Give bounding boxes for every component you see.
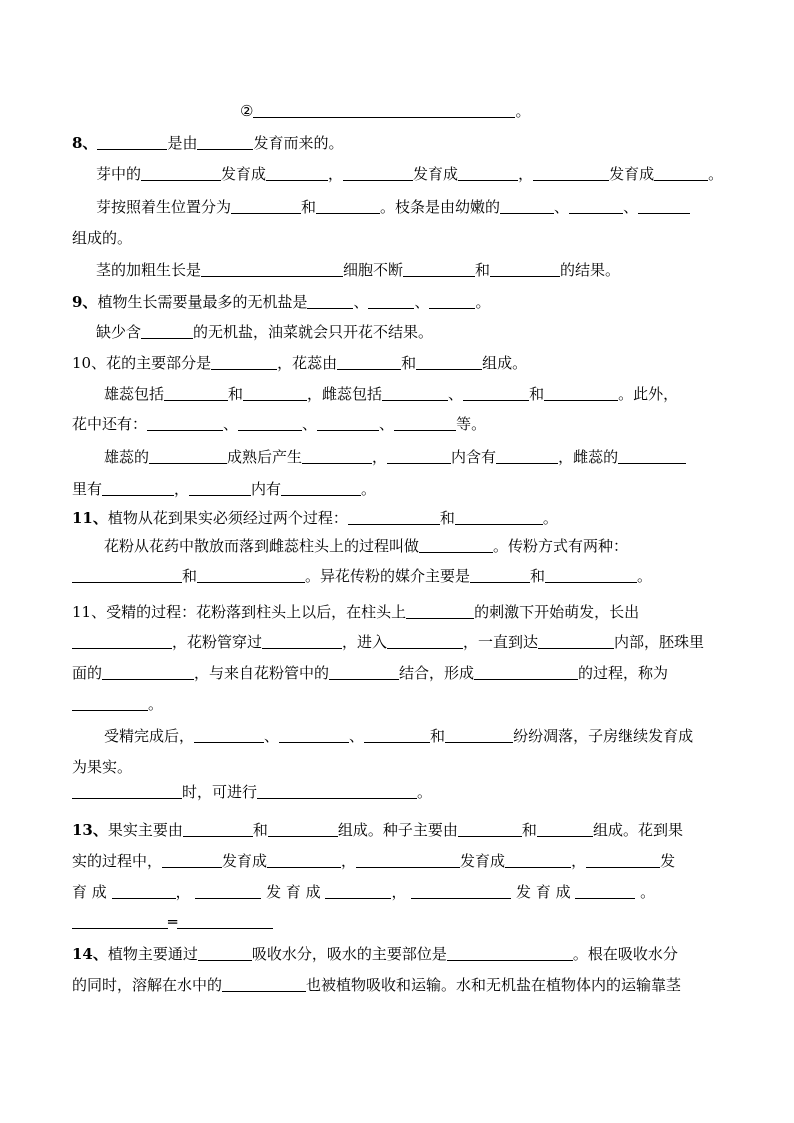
text: 。异花传粉的媒介主要是 <box>305 567 471 585</box>
answer-blank[interactable] <box>302 448 372 464</box>
text: 里有 <box>72 480 103 498</box>
text: ，雌蕊包括 <box>307 385 383 403</box>
question-number: 11、 <box>72 509 108 527</box>
text: 发育成 <box>413 165 459 183</box>
text: 。枝条是由幼嫩的 <box>380 198 501 216</box>
text: 茎的加粗生长是 <box>96 261 202 279</box>
question-number: 14、 <box>72 945 108 963</box>
answer-blank[interactable] <box>394 415 456 431</box>
text: ，与来自花粉管中的 <box>194 664 330 682</box>
question-9-line-1 <box>72 292 728 312</box>
text: 成熟后产生 <box>227 448 303 466</box>
question-number: 8、 <box>72 134 98 152</box>
text: 的结果。 <box>560 261 621 279</box>
text: 和 <box>430 727 446 745</box>
question-number: 13、 <box>72 821 108 839</box>
answer-blank[interactable] <box>194 727 264 743</box>
answer-blank[interactable] <box>72 913 168 929</box>
text: 实的过程中， <box>72 852 163 870</box>
answer-blank[interactable] <box>419 537 493 553</box>
question-11-line-3 <box>72 566 728 586</box>
answer-blank[interactable] <box>569 198 623 214</box>
line-01 <box>240 101 794 121</box>
answer-blank[interactable] <box>325 883 391 899</box>
text: 的同时，溶解在水中的 <box>72 976 223 994</box>
answer-blank[interactable] <box>445 727 513 743</box>
text: ， <box>571 852 587 870</box>
text: 细胞不断 <box>343 261 404 279</box>
answer-blank[interactable] <box>279 727 349 743</box>
text: 组成。种子主要由 <box>337 821 458 839</box>
answer-blank[interactable] <box>149 448 227 464</box>
answer-blank[interactable] <box>545 567 637 583</box>
answer-blank[interactable] <box>329 664 399 680</box>
question-11-line-2 <box>104 536 728 556</box>
text: 的无机盐，油菜就会只开花不结果。 <box>193 323 434 341</box>
text: 发育而来的。 <box>253 134 344 152</box>
text: 等。 <box>456 415 487 433</box>
answer-blank[interactable] <box>141 165 221 181</box>
answer-blank[interactable] <box>201 261 343 277</box>
question-11b-line-2 <box>72 632 728 652</box>
answer-blank[interactable] <box>474 664 578 680</box>
text: 和 <box>529 385 545 403</box>
text: 11、受精的过程：花粉落到柱头上以后，在柱头上 <box>72 603 407 621</box>
text: 发育成 <box>221 165 267 183</box>
answer-blank[interactable] <box>141 323 193 339</box>
answer-blank[interactable] <box>458 165 518 181</box>
question-13-line-2 <box>72 851 728 871</box>
text: 。 <box>637 567 653 585</box>
answer-blank[interactable] <box>72 633 172 649</box>
answer-blank[interactable] <box>243 385 307 401</box>
text: 。传粉方式有两种： <box>493 537 629 555</box>
text: 、 <box>448 385 464 403</box>
answer-blank[interactable] <box>197 567 305 583</box>
answer-blank[interactable] <box>500 198 554 214</box>
text: ，花粉管穿过 <box>172 633 263 651</box>
question-8-line-4 <box>72 228 728 248</box>
text: 也被植物吸收和运输。水和无机盐在植物体内的运输靠茎 <box>306 976 682 994</box>
text: 和 <box>228 385 244 403</box>
text: 内有 <box>251 480 282 498</box>
text: 发 育 成 <box>516 883 571 901</box>
answer-blank[interactable] <box>162 852 222 868</box>
answer-blank[interactable] <box>266 165 328 181</box>
answer-blank[interactable] <box>197 134 253 150</box>
answer-blank[interactable] <box>177 913 273 929</box>
question-11b-line-1 <box>72 602 728 622</box>
text: ，雌蕊的 <box>558 448 619 466</box>
answer-blank[interactable] <box>257 783 417 799</box>
text: 结合，形成 <box>399 664 475 682</box>
answer-blank[interactable] <box>533 165 609 181</box>
text: 和 <box>401 354 417 372</box>
answer-blank[interactable] <box>638 198 690 214</box>
answer-blank[interactable] <box>102 480 174 496</box>
text: 、 <box>223 415 239 433</box>
question-10-line-3 <box>72 414 728 434</box>
text: 面的 <box>72 664 103 682</box>
text: 。 <box>640 883 656 901</box>
text: ， <box>328 165 344 183</box>
text: 植物生长需要量最多的无机盐是 <box>97 293 308 311</box>
answer-blank[interactable] <box>382 385 448 401</box>
text: 、 <box>379 415 395 433</box>
text: 的刺激下开始萌发，长出 <box>474 603 640 621</box>
text: 。 <box>515 102 531 120</box>
answer-blank[interactable] <box>147 415 223 431</box>
question-10-line-1 <box>72 353 728 373</box>
answer-blank[interactable] <box>463 385 529 401</box>
question-8-line-2 <box>96 164 728 184</box>
answer-blank[interactable] <box>387 448 451 464</box>
text: 植物主要通过 <box>107 945 198 963</box>
text: 。 <box>148 695 164 713</box>
answer-blank[interactable] <box>337 354 401 370</box>
text: 发育成 <box>609 165 655 183</box>
text: 。 <box>475 293 491 311</box>
text: 和 <box>475 261 491 279</box>
text: ， <box>391 883 407 901</box>
text: 发育成 <box>460 852 506 870</box>
text: 植物从花到果实必须经过两个过程： <box>107 509 348 527</box>
answer-blank[interactable] <box>575 883 635 899</box>
question-11b-line-3 <box>72 663 728 683</box>
text: 内含有 <box>451 448 497 466</box>
question-10-line-2 <box>104 384 728 404</box>
text: 雄蕊的 <box>104 448 150 466</box>
answer-blank[interactable] <box>238 415 302 431</box>
text: 、 <box>554 198 570 216</box>
text: 花中还有： <box>72 415 148 433</box>
text: 内部，胚珠里 <box>614 633 705 651</box>
question-8-line-1 <box>72 133 728 153</box>
text: 为果实。 <box>72 758 133 776</box>
text: 、 <box>349 727 365 745</box>
text: ， <box>518 165 534 183</box>
answer-blank[interactable] <box>317 415 379 431</box>
answer-blank[interactable] <box>72 695 148 711</box>
answer-blank[interactable] <box>364 727 430 743</box>
text: 发 <box>660 852 676 870</box>
answer-blank[interactable] <box>231 198 301 214</box>
answer-blank[interactable] <box>618 448 686 464</box>
question-14-line-1 <box>72 944 728 964</box>
answer-blank[interactable] <box>253 102 515 118</box>
text: 、 <box>264 727 280 745</box>
answer-blank[interactable] <box>343 165 413 181</box>
text: 育 成 <box>72 883 107 901</box>
answer-blank[interactable] <box>72 567 182 583</box>
text: 时，可进行 <box>182 783 258 801</box>
answer-blank[interactable] <box>429 293 475 309</box>
answer-blank[interactable] <box>356 852 460 868</box>
text: 缺少含 <box>96 323 142 341</box>
circled-number: ② <box>240 102 254 120</box>
text: 和 <box>521 821 537 839</box>
text: ， <box>341 852 357 870</box>
text: 。 <box>708 165 724 183</box>
text: 。根在吸收水分 <box>572 945 678 963</box>
question-13-line-4 <box>72 912 728 932</box>
text: 组成。花到果 <box>592 821 683 839</box>
text: 。此外， <box>618 385 679 403</box>
text: 和 <box>530 567 546 585</box>
answer-blank[interactable] <box>72 783 182 799</box>
answer-blank[interactable] <box>387 633 463 649</box>
text: 发育成 <box>222 852 268 870</box>
answer-blank[interactable] <box>102 664 194 680</box>
answer-blank[interactable] <box>458 821 522 837</box>
text: 果实主要由 <box>107 821 183 839</box>
question-8-line-3 <box>96 197 728 217</box>
text: 芽按照着生位置分为 <box>96 198 232 216</box>
text: 是由 <box>167 134 198 152</box>
answer-blank[interactable] <box>97 134 167 150</box>
answer-blank[interactable] <box>406 603 474 619</box>
answer-blank[interactable] <box>537 821 593 837</box>
answer-blank[interactable] <box>490 261 560 277</box>
answer-blank[interactable] <box>222 976 306 992</box>
answer-blank[interactable] <box>654 165 708 181</box>
question-13-line-1 <box>72 820 728 840</box>
text: 和 <box>301 198 317 216</box>
answer-blank[interactable] <box>211 354 277 370</box>
text: 、 <box>414 293 430 311</box>
answer-blank[interactable] <box>112 883 176 899</box>
text: 的过程，称为 <box>578 664 669 682</box>
answer-blank[interactable] <box>267 852 341 868</box>
answer-blank[interactable] <box>538 633 614 649</box>
text: 组成的。 <box>72 229 133 247</box>
answer-blank[interactable] <box>368 293 414 309</box>
answer-blank[interactable] <box>164 385 228 401</box>
question-11-line-1 <box>72 508 728 528</box>
text: 10、花的主要部分是 <box>72 354 212 372</box>
answer-blank[interactable] <box>505 852 571 868</box>
text: ， <box>175 883 191 901</box>
text: ，花蕊由 <box>277 354 338 372</box>
answer-blank[interactable] <box>262 633 342 649</box>
text: 、 <box>623 198 639 216</box>
answer-blank[interactable] <box>268 821 338 837</box>
question-number: 9、 <box>72 293 98 311</box>
text: 组成。 <box>482 354 528 372</box>
answer-blank[interactable] <box>544 385 618 401</box>
answer-blank[interactable] <box>586 852 660 868</box>
answer-blank[interactable] <box>411 883 511 899</box>
answer-blank[interactable] <box>198 945 252 961</box>
answer-blank[interactable] <box>183 821 253 837</box>
answer-blank[interactable] <box>470 567 530 583</box>
answer-blank[interactable] <box>447 945 573 961</box>
text: 和 <box>252 821 268 839</box>
question-8-line-5 <box>96 260 728 280</box>
question-11b-line-4 <box>72 694 728 714</box>
answer-blank[interactable] <box>316 198 380 214</box>
text: ， <box>372 448 388 466</box>
answer-blank[interactable] <box>189 480 251 496</box>
answer-blank[interactable] <box>307 293 353 309</box>
text: 受精完成后， <box>104 727 195 745</box>
text: 。 <box>417 783 433 801</box>
text: ， <box>174 480 190 498</box>
answer-blank[interactable] <box>416 354 482 370</box>
question-14-line-2 <box>72 975 728 995</box>
text: 雄蕊包括 <box>104 385 165 403</box>
text: 发 育 成 <box>266 883 321 901</box>
text: 、 <box>302 415 318 433</box>
text: 芽中的 <box>96 165 142 183</box>
text: 、 <box>353 293 369 311</box>
text: 吸收水分，吸水的主要部位是 <box>251 945 447 963</box>
text: 和 <box>439 509 455 527</box>
answer-blank[interactable] <box>348 509 440 525</box>
question-11b-line-5 <box>104 726 728 746</box>
question-12-line-1 <box>72 782 728 802</box>
question-13-line-3 <box>72 882 728 902</box>
text: 花粉从花药中散放而落到雌蕊柱头上的过程叫做 <box>104 537 420 555</box>
answer-blank[interactable] <box>195 883 261 899</box>
text: 和 <box>182 567 198 585</box>
question-10-line-5 <box>72 479 728 499</box>
answer-blank[interactable] <box>496 448 558 464</box>
question-9-line-2 <box>96 322 728 342</box>
text: 纷纷凋落，子房继续发育成 <box>513 727 694 745</box>
answer-blank[interactable] <box>403 261 475 277</box>
question-10-line-4 <box>104 447 728 467</box>
text: ═ <box>168 913 178 931</box>
question-11b-line-6 <box>72 757 728 777</box>
answer-blank[interactable] <box>455 509 543 525</box>
text: 。 <box>361 480 377 498</box>
text: ，进入 <box>342 633 388 651</box>
text: ，一直到达 <box>463 633 539 651</box>
text: 。 <box>542 509 558 527</box>
answer-blank[interactable] <box>281 480 361 496</box>
